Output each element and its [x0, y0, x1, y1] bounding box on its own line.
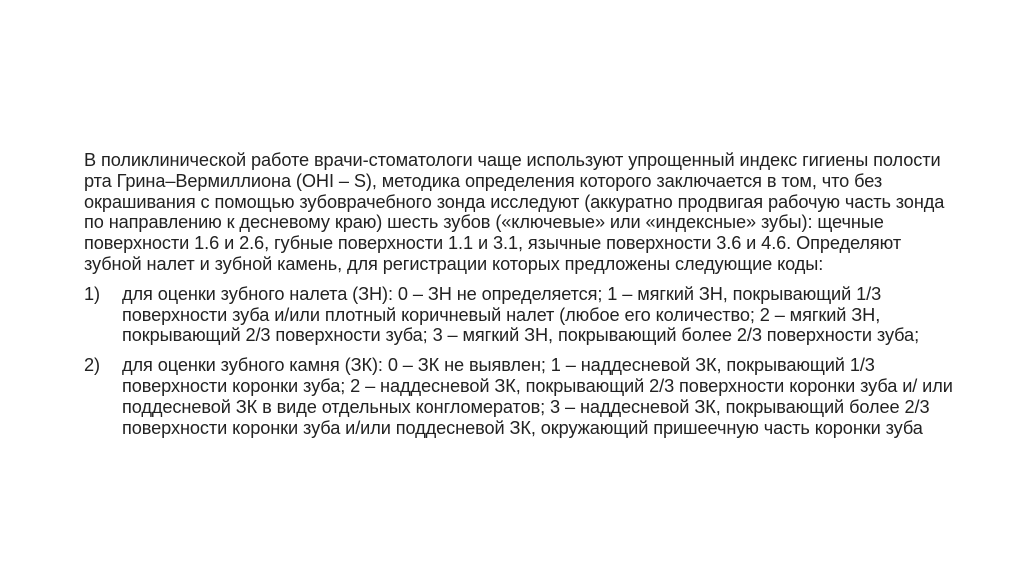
list-item: [84, 355, 954, 438]
list-item-marker: 1): [84, 283, 100, 304]
list-item-text: для оценки зубного камня (ЗК): 0 – ЗК не выявлен; 1 – наддесневой ЗК, покрывающий 1/3 поверхности коронки зуба; 2 – наддесневой ЗК, покрывающий 2/3 поверхности коронки зуба и/ или поддесневой ЗК в виде отдельных конгломератов; 3 – наддесневой ЗК, покрывающий более 2/3 поверхности коронки зуба и/или поддесневой ЗК, окружающий пришеечную часть коронки зуба: [122, 355, 953, 438]
codes-list: [84, 284, 954, 439]
list-item-text: для оценки зубного налета (ЗН): 0 – ЗН не определяется; 1 – мягкий ЗН, покрывающий 1/3 поверхности зуба и/или плотный коричневый налет (любое его количество; 2 – мягкий ЗН, покрывающий 2/3 поверхности зуба; 3 – мягкий ЗН, покрывающий более 2/3 поверхности зуба;: [122, 283, 920, 346]
list-item: [84, 284, 954, 346]
intro-paragraph: В поликлинической работе врачи-стоматологи чаще используют упрощенный индекс гигиены полости рта Грина–Вермиллиона (OHI – S), методика определения которого заключается в том, что без окрашивания с помощью зубоврачебного зонда исследуют (аккуратно продвигая рабочую часть зонда по направлению к десневому краю) шесть зубов («ключевые» или «индексные» зубы): щечные поверхности 1.6 и 2.6, губные поверхности 1.1 и 3.1, язычные поверхности 3.6 и 4.6. Определяют зубной налет и зубной камень, для регистрации которых предложены следующие коды:: [84, 150, 945, 274]
slide-content: [84, 150, 954, 447]
list-item-marker: 2): [84, 355, 100, 376]
